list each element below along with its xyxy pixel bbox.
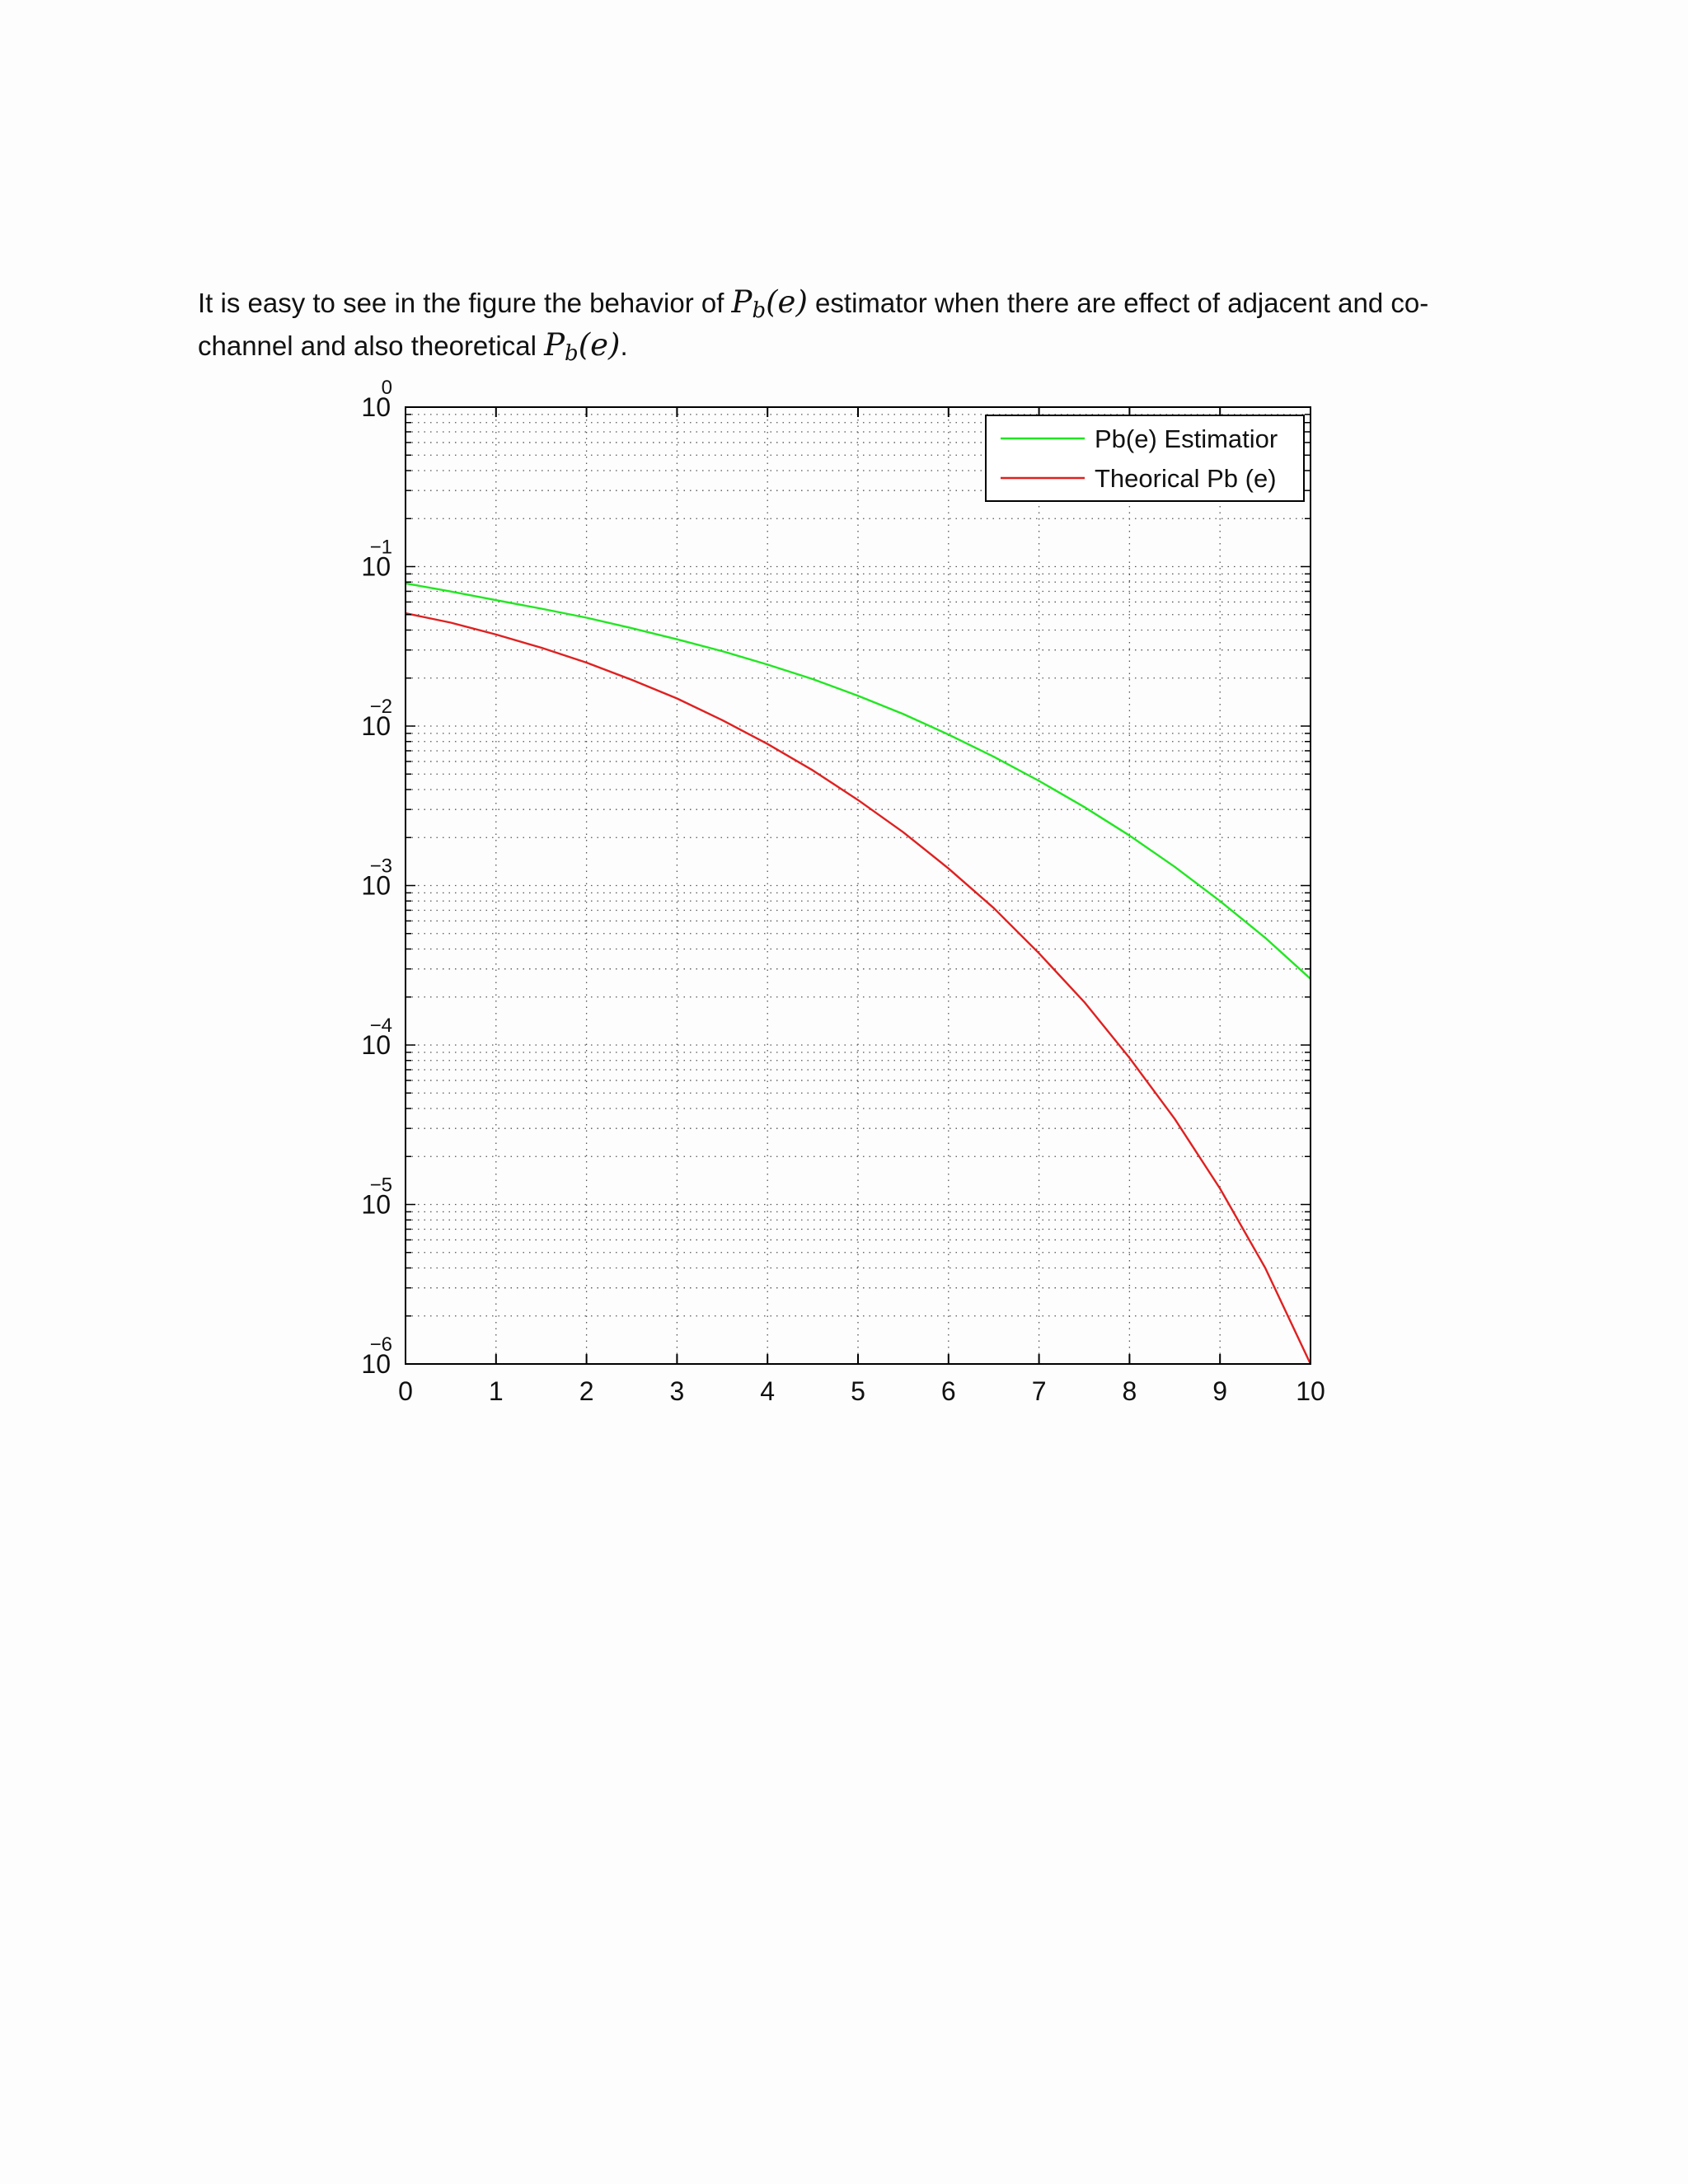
y-tick-label-base: 10 <box>361 711 391 741</box>
caption-text-1: It is easy to see in the figure the behavior of <box>198 288 732 318</box>
x-tick-label: 3 <box>669 1376 685 1406</box>
series-lines <box>406 583 1311 1364</box>
grid <box>406 407 1311 1364</box>
y-tick-label-exponent: −1 <box>369 536 392 559</box>
y-tick-label-exponent: 0 <box>381 377 392 399</box>
y-tick-label-base: 10 <box>361 392 391 422</box>
x-tick-label: 7 <box>1031 1376 1047 1406</box>
caption-text-3: . <box>620 330 628 361</box>
x-tick-labels <box>398 1376 1325 1406</box>
legend-label-2: Theorical Pb (e) <box>1095 464 1277 493</box>
x-tick-label: 9 <box>1212 1376 1228 1406</box>
y-tick-label-exponent: −4 <box>369 1015 392 1037</box>
y-tick-label-base: 10 <box>361 1349 391 1379</box>
y-tick-label-exponent: −6 <box>369 1333 392 1356</box>
x-tick-label: 6 <box>940 1376 956 1406</box>
x-tick-label: 2 <box>579 1376 594 1406</box>
pb-symbol: $P_b(e)$ <box>731 284 808 323</box>
x-tick-label: 8 <box>1122 1376 1137 1406</box>
y-tick-label-base: 10 <box>361 1189 391 1220</box>
y-tick-label-base: 10 <box>361 551 391 582</box>
caption-text-2: estimator when there are effect of adjacent and co-channel and also theoretical <box>198 288 1429 361</box>
legend-label-1: Pb(e) Estimatior <box>1095 424 1278 453</box>
legend <box>986 415 1304 501</box>
x-tick-label: 0 <box>398 1376 413 1406</box>
y-tick-label-exponent: −5 <box>369 1174 392 1197</box>
x-tick-label: 4 <box>760 1376 776 1406</box>
y-tick-label-base: 10 <box>361 1030 391 1060</box>
y-tick-labels <box>361 377 392 1379</box>
x-tick-label: 1 <box>488 1376 504 1406</box>
y-tick-label-exponent: −2 <box>369 696 392 718</box>
x-tick-label: 10 <box>1296 1376 1325 1406</box>
pb-symbol: $P_b(e)$ <box>544 327 621 366</box>
x-tick-label: 5 <box>851 1376 865 1406</box>
y-tick-label-exponent: −3 <box>369 855 392 878</box>
y-tick-label-base: 10 <box>361 870 391 901</box>
